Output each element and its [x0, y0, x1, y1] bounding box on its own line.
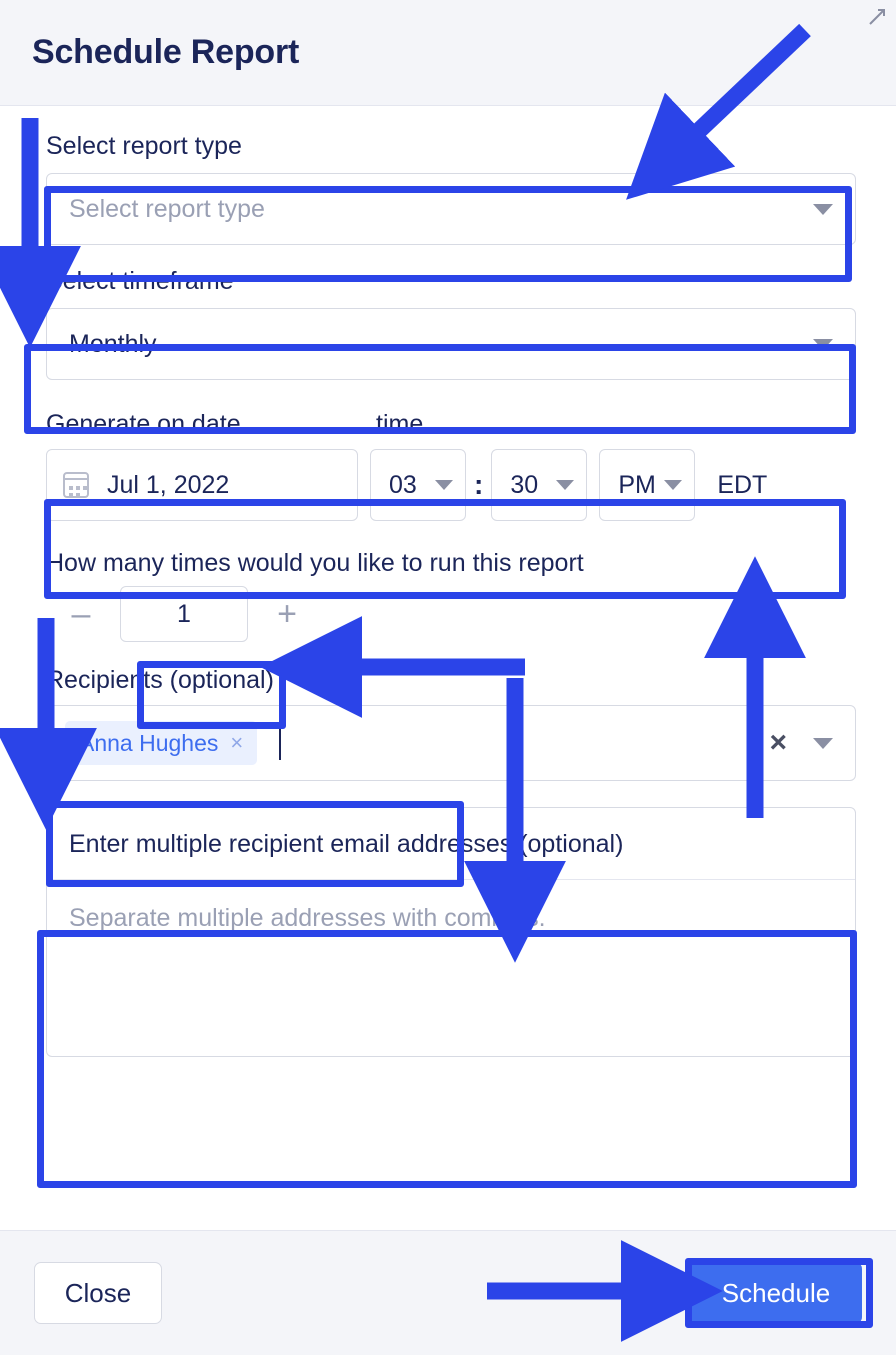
increment-button[interactable]: +	[277, 594, 297, 633]
recipients-actions	[769, 726, 833, 760]
timeframe-label: Select timeframe	[46, 267, 234, 295]
text-cursor	[279, 726, 281, 760]
datetime-row	[46, 449, 856, 521]
date-input[interactable]	[46, 449, 358, 521]
timezone-label: EDT	[717, 470, 768, 499]
close-button[interactable]: Close	[34, 1262, 162, 1324]
recipients-label: Recipients (optional)	[46, 666, 274, 694]
chevron-down-icon	[556, 480, 574, 490]
chevron-down-icon	[435, 480, 453, 490]
close-icon[interactable]: ×	[230, 730, 244, 755]
chevron-down-icon	[813, 339, 833, 350]
report-type-label: Select report type	[46, 132, 242, 160]
calendar-icon	[63, 472, 89, 498]
run-count-label: How many times would you like to run this report	[46, 549, 584, 577]
time-separator: :	[474, 469, 484, 500]
emails-label: Enter multiple recipient email addresses (optional)	[47, 808, 855, 880]
decrement-button[interactable]: –	[71, 594, 91, 633]
expand-arrow-icon[interactable]	[864, 4, 890, 30]
dialog-footer	[0, 1230, 896, 1355]
minute-select[interactable]	[491, 449, 587, 521]
timeframe-select[interactable]	[46, 308, 856, 380]
minute-value: 30	[510, 470, 539, 499]
chevron-down-icon	[813, 204, 833, 215]
dialog-body	[0, 106, 896, 1230]
run-count-stepper	[46, 586, 856, 642]
generate-on-time-label: time	[376, 410, 424, 438]
clear-icon[interactable]: ×	[769, 726, 787, 759]
meridiem-value: PM	[618, 470, 656, 499]
datetime-labels	[46, 410, 856, 439]
date-value: Jul 1, 2022	[107, 470, 230, 499]
emails-textarea[interactable]	[46, 807, 856, 1057]
meridiem-select[interactable]	[599, 449, 695, 521]
generate-on-date-label: Generate on date	[46, 410, 241, 438]
report-type-select[interactable]	[46, 173, 856, 245]
timeframe-value: Monthly	[69, 329, 157, 358]
hour-value: 03	[389, 470, 417, 499]
emails-placeholder: Separate multiple addresses with commas.	[69, 904, 546, 932]
report-type-value: Select report type	[69, 194, 265, 223]
recipient-chip-label: Anna Hughes	[79, 729, 219, 756]
chevron-down-icon	[664, 480, 682, 490]
dialog-header	[0, 0, 896, 106]
hour-select[interactable]	[370, 449, 466, 521]
recipient-chip[interactable]	[65, 721, 257, 765]
recipients-input[interactable]	[46, 705, 856, 781]
page-title: Schedule Report	[32, 33, 300, 71]
run-count-input[interactable]: 1	[120, 586, 248, 642]
chevron-down-icon[interactable]	[813, 738, 833, 749]
schedule-button[interactable]: Schedule	[690, 1262, 862, 1324]
